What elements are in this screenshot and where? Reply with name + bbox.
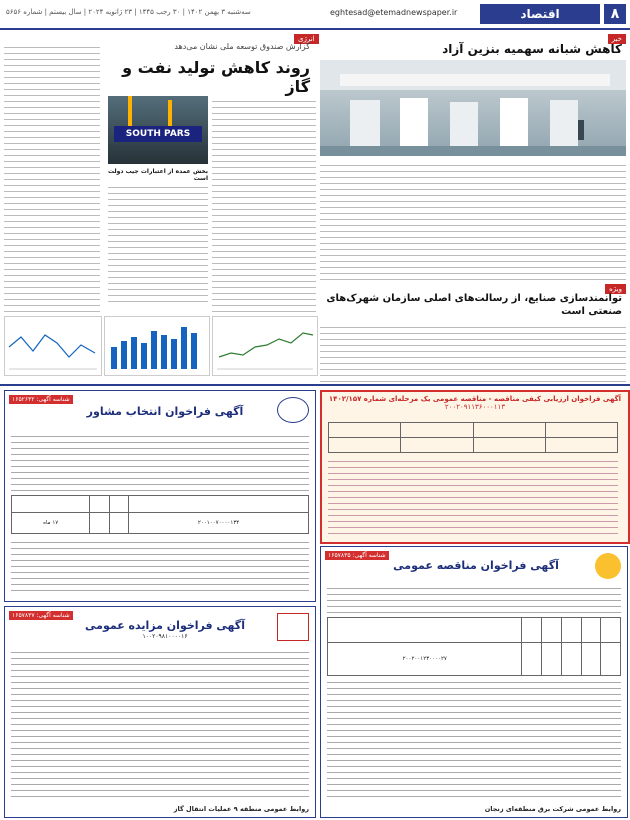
electricity-company-logo-icon	[595, 553, 621, 579]
ad-number: ۱۰۰۲۰۹۸۱۰۰۰۰۱۶	[142, 633, 188, 640]
ad-body	[11, 431, 309, 491]
ad-body	[327, 677, 621, 799]
ad-title: آگهی فراخوان ارزیابی کیفی مناقصه - مناقصه عمومی یک مرحله‌ای شماره ۱۴۰۲/۱۵۷	[328, 395, 622, 403]
ad-title: آگهی فراخوان انتخاب مشاور	[86, 405, 244, 418]
consultant-ad	[4, 390, 316, 602]
company-logo-icon	[277, 397, 309, 423]
story-body	[108, 168, 208, 312]
page-number: ۸	[604, 4, 626, 24]
ad-body	[327, 583, 621, 613]
story-tag: انرژی	[294, 34, 319, 44]
ad-table	[11, 495, 309, 534]
ad-cell: ۲۰۰۲۰۰۱۲۳۰۰۰۰۲۷	[328, 643, 522, 676]
ad-body	[11, 537, 309, 595]
section-email[interactable]: eghtesad@etemadnewspaper.ir	[330, 8, 458, 17]
chart-3-plot	[213, 317, 317, 375]
story-body	[320, 322, 626, 382]
ad-cell: ۱۷ ماه	[12, 513, 90, 534]
story-headline: روند کاهش تولید نفت و گاز	[122, 58, 310, 96]
rig-sign: SOUTH PARS	[114, 126, 202, 142]
auction-ad	[4, 606, 316, 818]
masthead-bar	[0, 0, 630, 30]
gas-station-illustration	[320, 60, 626, 156]
story-headline: توانمندسازی صنایع، از رسالت‌های اصلی سازمان شهرک‌های صنعتی است	[326, 293, 622, 317]
divider	[0, 384, 630, 386]
story-subhead: بخش عمده از اعتبارات جیب دولت است	[108, 168, 208, 182]
ad-body	[328, 456, 618, 536]
story-tag: خبر	[608, 34, 626, 44]
chart-2	[104, 316, 210, 376]
story-headline: کاهش شبانه سهمیه بنزین آزاد	[442, 42, 622, 56]
tender-ad	[320, 390, 630, 544]
ad-table	[328, 422, 618, 453]
story-body	[212, 96, 316, 312]
ad-title: آگهی فراخوان مناقصه عمومی	[393, 559, 559, 572]
chart-1-plot	[5, 317, 101, 375]
ad-cell: ۲۰۰۱۰۰۷۰۰۰۰۱۳۴	[129, 513, 309, 534]
ad-body	[11, 647, 309, 799]
ad-footer: روابط عمومی منطقه ۹ عملیات انتقال گاز	[173, 805, 309, 813]
story-tag: ویژه	[605, 284, 626, 294]
oil-rig-photo	[108, 96, 208, 164]
section-title: اقتصاد	[480, 4, 600, 24]
story-kicker: گزارش صندوق توسعه ملی نشان می‌دهد	[174, 42, 310, 51]
chart-1	[4, 316, 102, 376]
ad-table	[327, 617, 621, 676]
ad-code: ۲۰۰۲۰۹۱۱۳۶۰۰۰۱۱۳	[444, 403, 506, 411]
public-tender-ad	[320, 546, 628, 818]
ad-footer: روابط عمومی شرکت برق منطقه‌ای زنجان	[484, 805, 621, 813]
issue-dateline: سه‌شنبه ۳ بهمن ۱۴۰۲ | ۳۰ رجب ۱۴۴۵ | ۲۳ ژانویه ۲۰۲۴ | سال بیستم | شماره ۵۶۵۶	[6, 8, 251, 16]
story-body	[4, 42, 100, 312]
ad-title: آگهی فراخوان مزایده عمومی	[85, 619, 245, 632]
ad-badge: شناسه آگهی: ۱۶۵۲۶۳۲	[9, 395, 73, 404]
chart-2-plot	[105, 317, 209, 375]
chart-3	[212, 316, 318, 376]
story-body	[320, 160, 626, 282]
gas-company-logo-icon	[277, 613, 309, 641]
gas-station-photo	[320, 60, 626, 156]
ad-badge: شناسه آگهی: ۱۶۵۷۸۳۷	[9, 611, 73, 620]
ad-badge: شناسه آگهی: ۱۶۵۷۸۳۵	[325, 551, 389, 560]
